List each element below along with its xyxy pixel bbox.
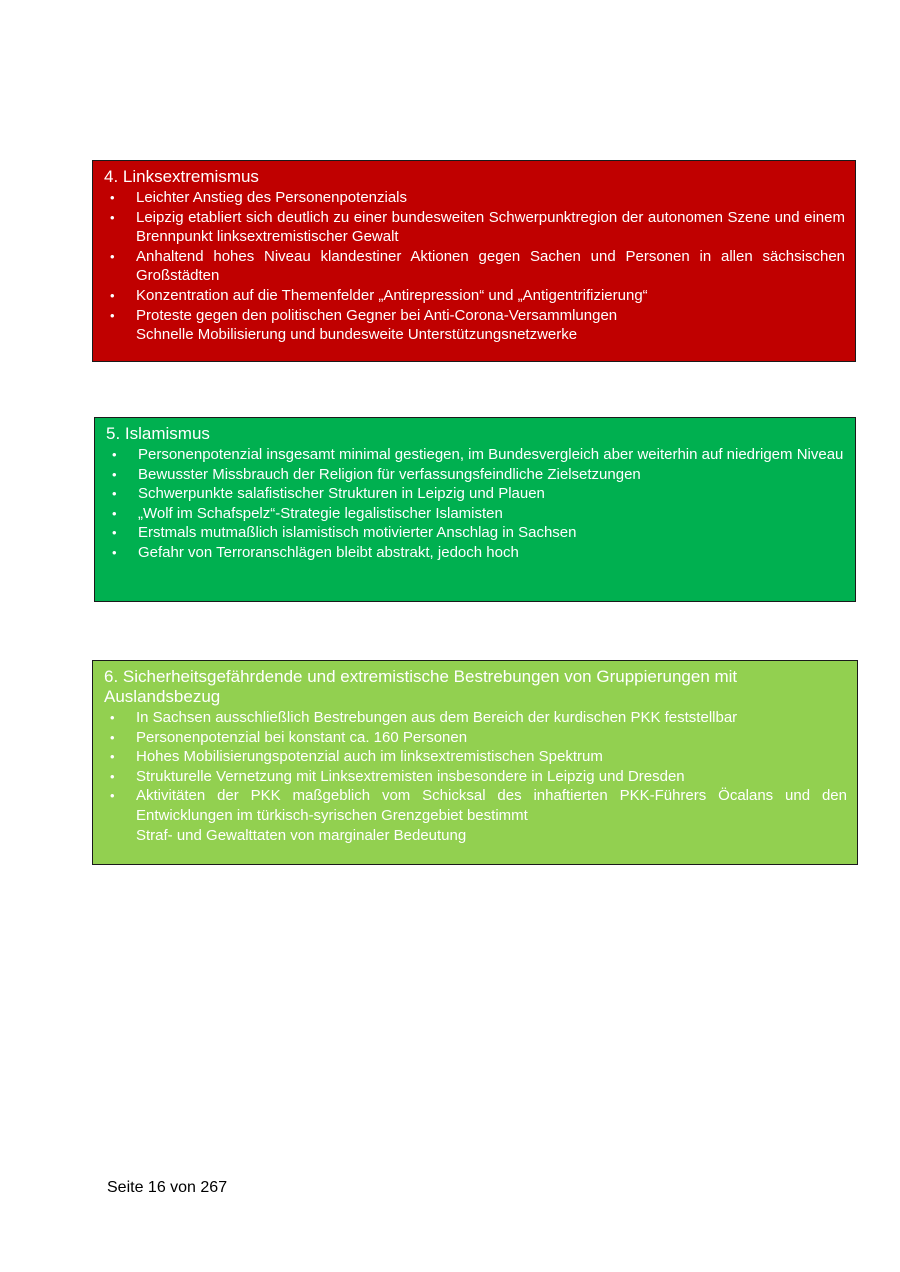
list-item-text: Gefahr von Terroranschlägen bleibt abstrakt, jedoch hoch [138, 543, 519, 561]
section-auslandsbezug [92, 660, 858, 865]
list-item [106, 465, 845, 485]
list-item-text: Bewusster Missbrauch der Religion für verfassungsfeindliche Zielsetzungen [138, 465, 641, 483]
list-item [106, 484, 845, 504]
list-item [104, 286, 845, 306]
bullet-icon: • [112, 486, 117, 502]
list-item [104, 306, 845, 326]
list-item-text: „Wolf im Schafspelz“-Strategie legalistischer Islamisten [138, 504, 503, 522]
bullet-icon: • [112, 544, 117, 560]
list-item [106, 504, 845, 524]
bullet-list [104, 188, 845, 325]
bullet-icon: • [110, 287, 115, 303]
list-item-text: Schwerpunkte salafistischer Strukturen in Leipzig und Plauen [138, 485, 545, 503]
list-item-text: Leichter Anstieg des Personenpotenzials [136, 189, 408, 206]
list-continuation: Straf- und Gewalttaten von marginaler Bedeutung [136, 826, 467, 844]
list-item-text: Personenpotenzial insgesamt minimal gestiegen, im Bundesvergleich aber weiterhin auf niedrigem Niveau [138, 446, 844, 463]
list-item [104, 767, 847, 787]
list-item-text: Strukturelle Vernetzung mit Linksextremisten insbesondere in Leipzig und Dresden [136, 767, 685, 785]
bullet-list [104, 708, 847, 826]
list-item-text: Proteste gegen den politischen Gegner bei Anti-Corona-Versammlungen [136, 306, 618, 324]
bullet-icon: • [110, 307, 115, 323]
list-item-text: Leipzig etabliert sich deutlich zu einer bundesweiten Schwerpunktregion der autonomen Szene und einem Brennpunkt linksextremistischer Gewalt [136, 208, 845, 246]
section-islamismus [94, 417, 856, 602]
list-item [104, 208, 845, 247]
list-item-text: Erstmals mutmaßlich islamistisch motivierter Anschlag in Sachsen [138, 524, 577, 542]
bullet-icon: • [112, 525, 117, 541]
list-item [104, 747, 847, 767]
list-item [104, 728, 847, 748]
bullet-icon: • [112, 466, 117, 482]
bullet-icon: • [110, 248, 115, 264]
list-item [106, 523, 845, 543]
list-item [104, 786, 847, 825]
list-item [106, 445, 845, 465]
bullet-icon: • [110, 768, 115, 784]
list-item [104, 708, 847, 728]
section-title: 6. Sicherheitsgefährdende und extremistische Bestrebungen von Gruppierungen mit Auslandsbezug [104, 667, 738, 706]
bullet-list [106, 445, 845, 563]
bullet-icon: • [110, 710, 115, 725]
list-item-text: Aktivitäten der PKK maßgeblich vom Schicksal des inhaftierten PKK-Führers Öcalans und den Entwicklungen im türkisch-syrischen Grenzgebiet bestimmt [136, 787, 847, 824]
list-item-text: Personenpotenzial bei konstant ca. 160 Personen [136, 728, 468, 746]
list-item [104, 247, 845, 286]
bullet-icon: • [110, 209, 115, 225]
list-item-text: Anhaltend hohes Niveau klandestiner Aktionen gegen Sachen und Personen in allen sächsischen Großstädten [136, 247, 845, 285]
list-item-text: In Sachsen ausschließlich Bestrebungen aus dem Bereich der kurdischen PKK feststellbar [136, 709, 738, 726]
bullet-icon: • [110, 190, 115, 205]
list-item [106, 543, 845, 563]
section-title: 5. Islamismus [106, 424, 210, 443]
bullet-icon: • [110, 788, 115, 804]
list-continuation: Schnelle Mobilisierung und bundesweite Unterstützungsnetzwerke [136, 326, 578, 344]
bullet-icon: • [112, 505, 117, 521]
section-linksextremismus [92, 160, 856, 362]
bullet-icon: • [112, 447, 117, 462]
list-item-text: Hohes Mobilisierungspotenzial auch im linksextremistischen Spektrum [136, 748, 603, 766]
list-item [104, 188, 845, 208]
bullet-icon: • [110, 749, 115, 765]
list-item-text: Konzentration auf die Themenfelder „Antirepression“ und „Antigentrifizierung“ [136, 286, 648, 304]
page-number: Seite 16 von 267 [107, 1179, 228, 1196]
bullet-icon: • [110, 729, 115, 745]
section-title: 4. Linksextremismus [104, 167, 259, 186]
